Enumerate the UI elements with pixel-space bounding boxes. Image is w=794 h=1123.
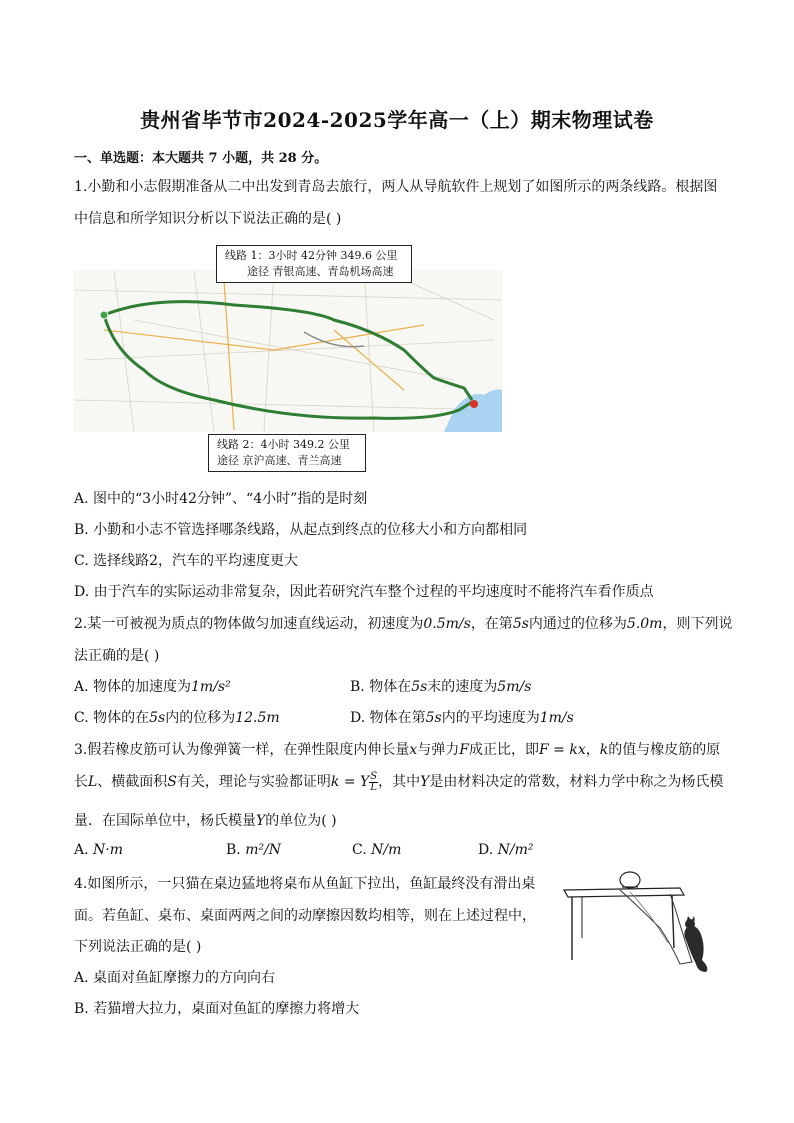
q3-l2-d: ，其中 [378,774,421,790]
q2-opt-c-t: 5s [149,710,166,726]
page-title: 贵州省毕节市2024-2025学年高一（上）期末物理试卷 [140,108,654,132]
q2-opt-a-math: 1m/s² [191,679,231,695]
q3-opt-d-text: D. [478,842,498,858]
route2-line1: 线路 2：4小时 349.2 公里 [217,438,350,451]
q3-l1-e: 的值与橡皮筋的原 [608,742,721,758]
q1-option-b: B. 小勤和小志不管选择哪条线路，从起点到终点的位移大小和方向都相同 [74,522,528,538]
q4-stem-line3: 下列说法正确的是( ) [74,939,202,955]
q3-option-a [74,842,123,858]
q3-stem-line3 [74,810,337,830]
q2-option-a [74,676,231,696]
q3-option-d [478,842,534,858]
q3-opt-b-math: m²/N [245,842,282,858]
route2-callout [208,434,366,472]
q3-opt-d-math: N/m² [497,842,534,858]
q3-l1-F: F [459,742,469,758]
q2-x: 5.0m [626,616,663,632]
q2-opt-c-text2: 内的位移为 [165,710,236,726]
route2-line2: 途径 京沪高速、青兰高速 [217,454,342,467]
q4-stem-line2: 面。若鱼缸、桌布、桌面两两之间的动摩擦因数均相等，则在上述过程中， [74,908,536,924]
q4-stem-line1: 4.如图所示，一只猫在桌边猛地将桌布从鱼缸下拉出，鱼缸最终没有滑出桌 [74,876,536,892]
q2-opt-c-math: 12.5m [235,710,280,726]
q3-l3-b: 的单位为( ) [265,813,337,829]
q2-opt-a-text: A. 物体的加速度为 [74,679,192,695]
route1-callout [216,245,412,283]
q3-l2-c: 有关，理论与实验都证明 [176,774,331,790]
q2-opt-d-math: 1m/s [539,710,574,726]
q1-option-a: A. 图中的“3小时42分钟”、“4小时”指的是时刻 [74,491,368,507]
q3-l2-S: S [167,774,177,790]
q2-stem-c: 内通过的位移为 [528,616,627,632]
q3-opt-c-math: N/m [371,842,402,858]
q3-opt-b-text: B. [226,842,246,858]
q3-frac-den: L [370,781,377,793]
q2-t: 5s [512,616,529,632]
q2-v0: 0.5m/s [423,616,471,632]
q2-option-b [350,676,531,696]
q3-l3-a: 量．在国际单位中，杨氏模量 [74,813,256,829]
q3-frac-num: S [370,770,378,782]
q3-l1-d: ， [585,742,600,758]
q2-opt-c-text1: C. 物体的在 [74,710,150,726]
q2-opt-b-text1: B. 物体在 [350,679,412,695]
q3-l2-k: k = Y [330,774,370,790]
q1-option-d: D. 由于汽车的实际运动非常复杂，因此若研究汽车整个过程的平均速度时不能将汽车看作质点 [74,584,654,600]
q3-fraction [369,772,378,793]
q2-opt-d-text1: D. 物体在第 [350,710,426,726]
q3-l2-L: L [88,774,98,790]
q3-opt-a-text: A. [74,842,94,858]
route1-line1: 线路 1：3小时 42分钟 349.6 公里 [225,249,398,262]
q3-l2-e: 是由材料决定的常数，材料力学中称之为杨氏模 [429,774,724,790]
q3-l1-eq: F = kx [538,742,586,758]
q2-stem-a: 2.某一可被视为质点的物体做匀加速直线运动，初速度为 [74,616,424,632]
q4-option-b: B. 若猫增大拉力，桌面对鱼缸的摩擦力将增大 [74,1001,360,1017]
q1-option-c: C. 选择线路2，汽车的平均速度更大 [74,553,299,569]
q2-opt-b-t: 5s [411,679,428,695]
q2-opt-d-text2: 内的平均速度为 [441,710,540,726]
q3-opt-c-text: C. [352,842,372,858]
q4-option-a: A. 桌面对鱼缸摩擦力的方向向右 [74,970,276,986]
q2-stem-line2: 法正确的是( ) [74,648,160,664]
q2-opt-d-t: 5s [425,710,442,726]
q3-l2-a: 长 [74,774,88,790]
q3-l1-x: x [409,742,418,758]
route1-line2: 途径 青银高速、青岛机场高速 [247,265,394,278]
q2-stem-line1 [74,613,732,633]
q2-opt-b-math: 5m/s [497,679,532,695]
q3-l1-c: 成正比，即 [468,742,539,758]
route-map [74,270,502,432]
q1-stem-line1: 1.小勤和小志假期准备从二中出发到青岛去旅行，两人从导航软件上规划了如图所示的两条线路。根据图 [74,179,718,195]
q3-option-b [226,842,281,858]
q2-opt-b-text2: 末的速度为 [427,679,498,695]
q2-stem-d: ，则下列说 [662,616,733,632]
q3-stem-line1 [74,739,720,759]
q3-l1-b: 与弹力 [417,742,460,758]
q3-opt-a-math: N·m [93,842,123,858]
q3-l3-Y: Y [256,813,266,829]
q2-option-c [74,707,280,727]
q3-stem-line2 [74,771,723,793]
q3-l2-Y: Y [420,774,430,790]
section-heading: 一、单选题：本大题共 7 小题，共 28 分。 [74,151,328,166]
q1-stem-line2: 中信息和所学知识分析以下说法正确的是( ) [74,211,342,227]
q2-stem-b: ，在第 [470,616,513,632]
q3-option-c [352,842,401,858]
q3-l1-k: k [599,742,609,758]
cat-table-illustration [560,868,720,978]
q2-option-d [350,707,574,727]
q3-l1-a: 3.假若橡皮筋可认为像弹簧一样，在弹性限度内伸长量 [74,742,410,758]
q3-l2-b: 、横截面积 [97,774,168,790]
